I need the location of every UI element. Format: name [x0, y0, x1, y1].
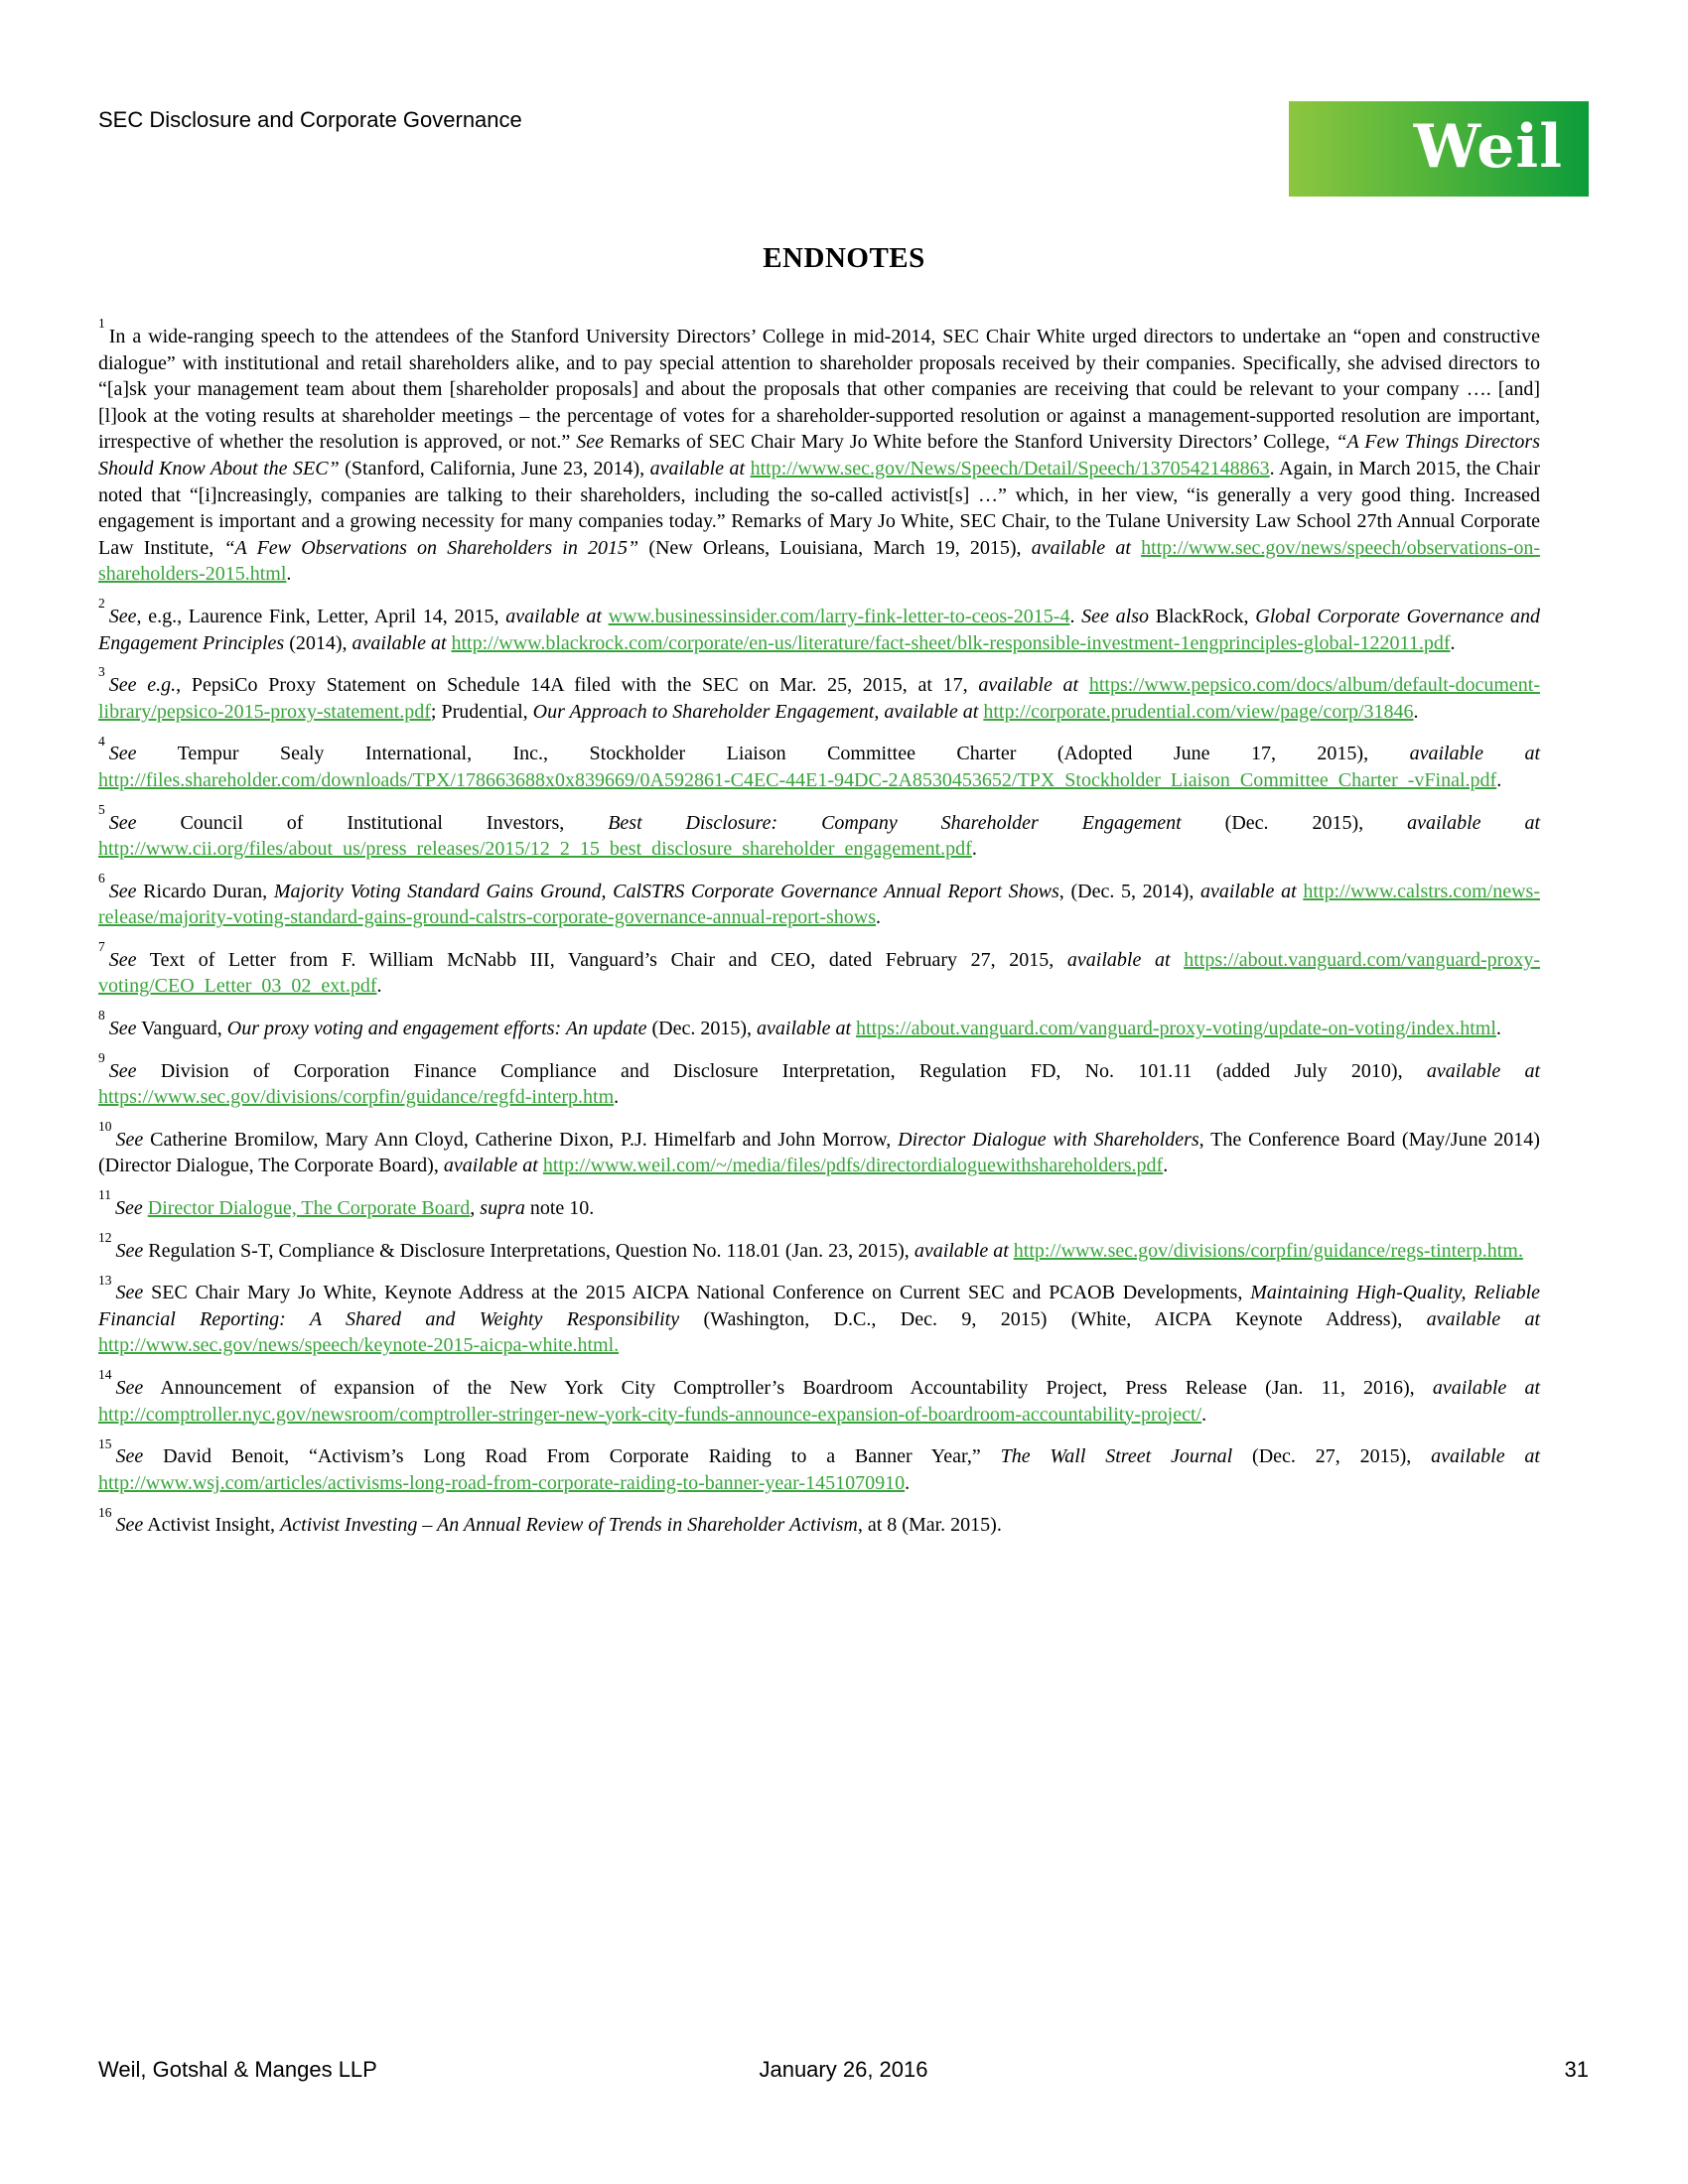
endnote-link[interactable]: http://www.sec.gov/news/speech/keynote-2015-aicpa-white.html.: [98, 1334, 620, 1357]
endnote-text: See: [108, 1059, 137, 1082]
endnote-text: Ricardo Duran,: [136, 880, 274, 902]
endnote-number: 2: [98, 596, 105, 612]
endnote-text: Majority Voting Standard Gains Ground, CalSTRS Corporate Governance Annual Report Shows: [273, 880, 1059, 902]
endnote-text: available at: [1432, 1377, 1540, 1399]
endnote-text: (Washington, D.C., Dec. 9, 2015) (White, AICPA Keynote Address),: [679, 1307, 1427, 1330]
endnote-text: See: [108, 605, 137, 627]
weil-logo: [1289, 101, 1589, 197]
endnote-14: [98, 1367, 1540, 1428]
endnote-text: See: [108, 1018, 137, 1040]
endnotes-list: [98, 316, 1541, 1555]
endnote-text: See: [115, 1197, 143, 1220]
endnote-text: See e.g.: [108, 674, 177, 697]
endnote-text: available at: [1409, 743, 1541, 765]
endnote-link[interactable]: https://about.vanguard.com/vanguard-proxy-voting/CEO_Letter_03_02_ext.pdf: [98, 948, 1541, 998]
endnote-text: available at: [1066, 948, 1171, 971]
endnote-link[interactable]: http://files.shareholder.com/downloads/TPX/178663688x0x839669/0A592861-C4EC-44E1-94DC-2A8530453652/TPX_Stockholder_Liaison_Committee_Charter_-vFinal.pdf: [98, 768, 1497, 791]
endnote-text: available at: [1431, 1445, 1540, 1468]
endnote-text: Announcement of expansion of the New York City Comptroller’s Boardroom Accountability Project, Press Release (Jan. 11, 2016),: [143, 1377, 1433, 1399]
weil-logo-text: Weil: [1413, 112, 1563, 182]
endnote-text: (Stanford, California, June 23, 2014),: [339, 457, 650, 479]
endnote-link[interactable]: http://www.calstrs.com/news-release/majority-voting-standard-gains-ground-calstrs-corporate-governance-annual-report-shows: [98, 880, 1540, 929]
endnote-number: 5: [98, 801, 105, 817]
endnote-9: [98, 1050, 1541, 1111]
endnote-text: (Dec. 27, 2015),: [1232, 1445, 1432, 1468]
endnote-text: Global Corporate Governance and Engagement Principles: [98, 605, 1541, 654]
endnote-text: .: [1163, 1155, 1169, 1177]
endnote-text: (Dec. 2015),: [646, 1018, 758, 1040]
endnote-text: See: [115, 1128, 144, 1151]
endnote-text: See: [115, 1239, 144, 1262]
endnote-7: [98, 939, 1541, 1000]
endnote-number: 11: [98, 1187, 111, 1203]
endnote-number: 3: [98, 664, 105, 680]
endnote-number: 1: [98, 316, 105, 332]
endnote-number: 8: [98, 1008, 105, 1024]
endnote-text: Director Dialogue with Shareholders: [898, 1128, 1199, 1151]
endnote-text: available at: [1426, 1307, 1541, 1330]
endnote-text: available at: [443, 1155, 538, 1177]
endnote-number: 15: [98, 1435, 112, 1451]
endnote-text: .: [876, 906, 882, 929]
endnote-link[interactable]: http://www.sec.gov/News/Speech/Detail/Speech/1370542148863: [750, 457, 1270, 479]
endnote-text: .: [1413, 700, 1419, 723]
endnote-text: .: [376, 975, 382, 998]
endnote-text: available at: [649, 457, 746, 479]
endnote-text: , (Dec. 5, 2014),: [1058, 880, 1200, 902]
endnote-text: .: [286, 563, 292, 586]
endnote-16: [98, 1504, 1540, 1539]
endnote-link[interactable]: http://www.sec.gov/divisions/corpfin/guidance/regs-tinterp.htm.: [1013, 1239, 1523, 1262]
endnote-link[interactable]: http://www.wsj.com/articles/activisms-long-road-from-corporate-raiding-to-banner-year-1451070910: [98, 1471, 906, 1494]
endnote-link[interactable]: http://www.cii.org/files/about_us/press_releases/2015/12_2_15_best_disclosure_shareholder_engagement.pdf: [98, 838, 972, 861]
endnote-text: ,: [470, 1197, 481, 1220]
endnote-11: [98, 1187, 1540, 1222]
page-footer: [98, 2057, 1589, 2083]
endnote-number: 6: [98, 871, 105, 887]
endnote-text: available at: [352, 631, 447, 654]
endnote-text: (2014),: [284, 631, 352, 654]
endnote-text: available at: [1200, 880, 1297, 902]
endnote-text: “A Few Observations on Shareholders in 2015”: [223, 536, 639, 559]
endnote-text: See: [108, 743, 137, 765]
endnote-text: . Again, in March 2015, the Chair noted that “[i]ncreasingly, companies are talking to their shareholders, including the so-called activist[s] …” which, in her view, “is generally a very good thing. Increased engagement is important and a growing necessity for many companies today.” Remarks of Mary Jo White, SEC Chair, to the Tulane University Law School 27th Annual Corporate Law Institute,: [98, 457, 1541, 559]
endnote-text: , The Conference Board (May/June 2014) (Director Dialogue, The Corporate Board),: [98, 1128, 1540, 1177]
endnote-text: Catherine Bromilow, Mary Ann Cloyd, Catherine Dixon, P.J. Himelfarb and John Morrow,: [143, 1128, 899, 1151]
endnote-text: , PepsiCo Proxy Statement on Schedule 14A filed with the SEC on Mar. 25, 2015, at 17,: [176, 674, 979, 697]
endnote-text: Tempur Sealy International, Inc., Stockholder Liaison Committee Charter (Adopted June 17, 2015),: [136, 743, 1410, 765]
endnote-text: Council of Institutional Investors,: [136, 811, 609, 834]
endnote-text: available at: [1031, 536, 1131, 559]
endnote-text: David Benoit, “Activism’s Long Road From Corporate Raiding to a Banner Year,”: [143, 1445, 1001, 1468]
endnote-text: ,: [874, 700, 885, 723]
endnote-text: note 10.: [524, 1197, 595, 1220]
endnote-text: .: [1496, 768, 1502, 791]
endnote-text: , at 8 (Mar. 2015).: [857, 1514, 1002, 1537]
endnote-number: 12: [98, 1229, 112, 1245]
page-title: ENDNOTES: [763, 242, 925, 274]
endnote-6: [98, 871, 1540, 931]
endnote-text: See also: [1081, 605, 1149, 627]
endnote-text: See: [108, 811, 137, 834]
endnote-text: available at: [505, 605, 602, 627]
endnote-link[interactable]: http://comptroller.nyc.gov/newsroom/comptroller-stringer-new-york-city-funds-announce-expansion-of-boardroom-accountability-project/: [98, 1403, 1202, 1426]
endnote-text: available at: [1426, 1059, 1541, 1082]
endnote-text: available at: [978, 674, 1079, 697]
endnote-text: “A Few Things Directors Should Know About the SEC”: [98, 431, 1541, 479]
endnote-1: [98, 316, 1541, 588]
endnote-text: Activist Investing – An Annual Review of Trends in Shareholder Activism: [280, 1514, 858, 1537]
endnote-text: In a wide-ranging speech to the attendees of the Stanford University Directors’ College in mid-2014, SEC Chair White urged directors to undertake an “open and constructive dialogue” with institutional and retail shareholders alike, and to pay special attention to shareholder proposals received by their companies. Specifically, she advised directors to “[a]sk your management team about them [shareholder proposals] and about the proposals that other companies are receiving that could be relevant to your company …. [and] [l]ook at the voting results at shareholder meetings – the percentage of votes for a shareholder-supported resolution or against a management-supported resolution are important, irrespective of whether the resolution is approved, or not.”: [98, 326, 1540, 454]
endnote-text: Remarks of SEC Chair Mary Jo White before the Stanford University Directors’ College,: [603, 431, 1336, 454]
document-header-title: SEC Disclosure and Corporate Governance: [98, 107, 522, 132]
endnote-text: supra: [480, 1197, 525, 1220]
endnote-5: [98, 801, 1540, 863]
endnote-text: available at: [884, 700, 979, 723]
endnote-13: [98, 1272, 1541, 1359]
endnote-text: See: [115, 1282, 144, 1304]
endnote-2: [98, 596, 1541, 656]
endnote-text: [1131, 537, 1141, 559]
endnote-12: [98, 1229, 1540, 1265]
endnote-4: [98, 733, 1541, 793]
endnote-text: Activist Insight,: [143, 1514, 281, 1537]
footer-page-number: 31: [1564, 2057, 1589, 2082]
endnote-15: [98, 1435, 1540, 1496]
endnote-text: The Wall Street Journal: [1000, 1445, 1233, 1468]
endnote-10: [98, 1119, 1540, 1179]
endnote-text: Regulation S-T, Compliance & Disclosure Interpretations, Question No. 118.01 (Jan. 23, 2015),: [143, 1239, 914, 1262]
endnote-link[interactable]: Director Dialogue, The Corporate Board: [147, 1197, 471, 1220]
endnote-text: .: [971, 838, 977, 861]
endnote-8: [98, 1008, 1540, 1042]
endnote-text: available at: [1407, 811, 1540, 834]
footer-date: January 26, 2016: [759, 2057, 928, 2082]
endnote-text: (New Orleans, Louisiana, March 19, 2015),: [638, 536, 1032, 559]
endnote-text: SEC Chair Mary Jo White, Keynote Address at the 2015 AICPA National Conference on Current SEC and PCAOB Developments,: [143, 1282, 1251, 1304]
endnote-text: .: [1495, 1018, 1501, 1040]
endnote-text: .: [1201, 1403, 1207, 1426]
endnote-number: 13: [98, 1272, 112, 1288]
endnote-text: available at: [914, 1239, 1009, 1262]
endnote-link[interactable]: http://www.sec.gov/news/speech/observations-on-shareholders-2015.html: [98, 536, 1541, 586]
endnote-text: .: [905, 1471, 911, 1494]
endnote-link[interactable]: http://corporate.prudential.com/view/page/corp/31846: [983, 700, 1414, 723]
endnote-link[interactable]: https://www.sec.gov/divisions/corpfin/guidance/regfd-interp.htm: [98, 1086, 615, 1109]
endnote-text: [602, 606, 609, 627]
endnote-text: [1078, 674, 1089, 696]
endnote-text: .: [1450, 631, 1456, 654]
endnote-number: 16: [98, 1504, 112, 1520]
footer-firm-name: Weil, Gotshal & Manges LLP: [98, 2057, 377, 2082]
endnote-text: available at: [757, 1018, 852, 1040]
endnote-text: Our Approach to Shareholder Engagement: [532, 700, 875, 723]
endnote-text: .: [1069, 605, 1082, 627]
endnote-text: BlackRock,: [1148, 605, 1256, 627]
endnote-link[interactable]: http://www.blackrock.com/corporate/en-us/literature/fact-sheet/blk-responsible-investment-1engprinciples-global-122011.pdf: [451, 631, 1451, 654]
endnote-text: See: [108, 880, 137, 902]
endnote-text: , e.g., Laurence Fink, Letter, April 14, 2015,: [136, 605, 506, 627]
endnote-text: See: [115, 1377, 144, 1399]
endnote-text: [1171, 949, 1185, 971]
endnote-link[interactable]: www.businessinsider.com/larry-fink-letter-to-ceos-2015-4: [608, 605, 1070, 627]
endnote-text: .: [614, 1086, 620, 1109]
endnote-text: Vanguard,: [136, 1018, 227, 1040]
endnote-number: 7: [98, 939, 105, 955]
endnote-link[interactable]: https://www.pepsico.com/docs/album/default-document-library/pepsico-2015-proxy-statement.pdf: [98, 674, 1540, 723]
endnote-link[interactable]: http://www.weil.com/~/media/files/pdfs/directordialoguewithshareholders.pdf: [542, 1155, 1164, 1177]
endnote-text: Division of Corporation Finance Compliance and Disclosure Interpretation, Regulation FD, No. 101.11 (added July 2010),: [136, 1059, 1427, 1082]
endnote-text: Our proxy voting and engagement efforts: An update: [226, 1018, 647, 1040]
endnote-text: See: [115, 1514, 144, 1537]
endnote-text: Best Disclosure: Company Shareholder Engagement: [608, 811, 1182, 834]
endnote-text: Text of Letter from F. William McNabb III, Vanguard’s Chair and CEO, dated February 27, 2015,: [136, 948, 1067, 971]
endnote-3: [98, 664, 1540, 725]
endnote-number: 9: [98, 1050, 105, 1065]
endnote-text: (Dec. 2015),: [1181, 811, 1408, 834]
endnote-number: 10: [98, 1119, 112, 1135]
endnote-number: 14: [98, 1367, 112, 1383]
endnote-number: 4: [98, 733, 105, 749]
endnote-text: See: [108, 948, 137, 971]
endnote-text: See: [115, 1445, 144, 1468]
endnote-link[interactable]: https://about.vanguard.com/vanguard-proxy-voting/update-on-voting/index.html: [856, 1018, 1496, 1040]
endnote-text: ; Prudential,: [430, 700, 533, 723]
endnote-text: See: [576, 431, 604, 454]
endnote-text: Maintaining High-Quality, Reliable Financial Reporting: A Shared and Weighty Responsibility: [98, 1282, 1541, 1330]
